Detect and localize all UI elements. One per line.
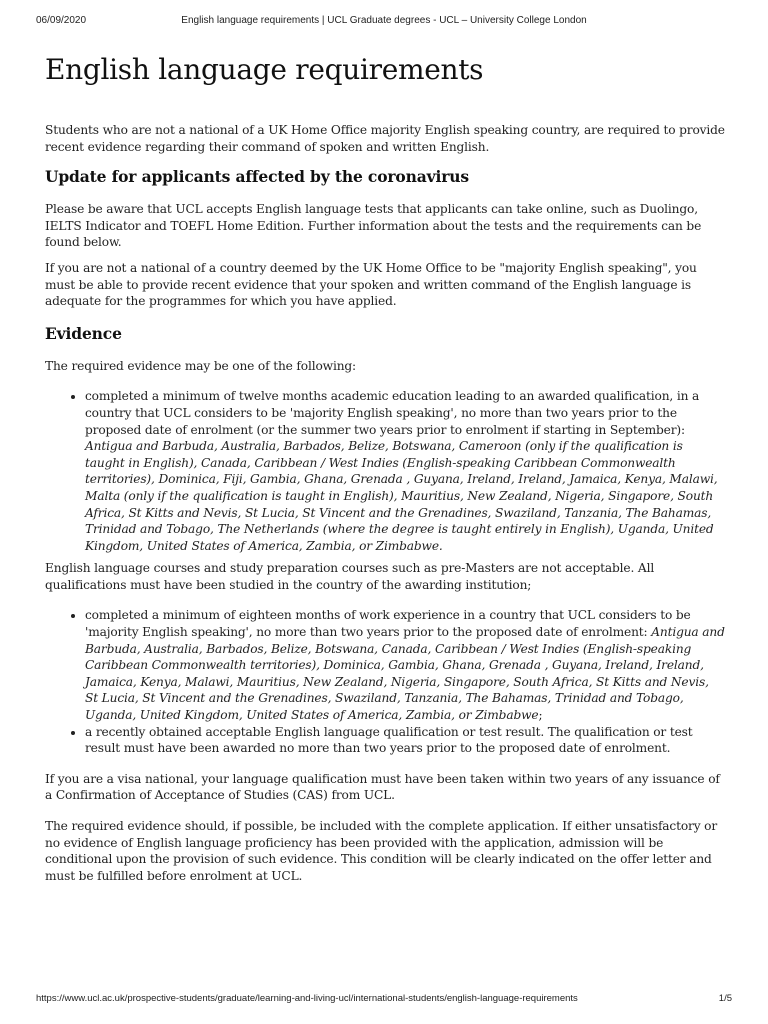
coronavirus-paragraph-2: If you are not a national of a country deemed by the UK Home Office to be "majority English speaking", you must be able to provide recent evidence that your spoken and written command of the English language is adequate for the programmes for which you have applied. <box>45 260 697 309</box>
print-header <box>36 15 732 29</box>
coronavirus-paragraph-1: Please be aware that UCL accepts English language tests that applicants can take online, such as Duolingo, IELTS Indicator and TOEFL Home Edition. Further information about the tests and the requirements can be found below. <box>45 202 702 250</box>
page-content <box>45 52 725 893</box>
list-item-text: completed a minimum of twelve months academic education leading to an awarded qualification, in a country that UCL considers to be 'majority English speaking', no more than two years prior to the proposed date of enrolment (or the summer two years prior to enrolment if starting in September): <box>85 389 700 437</box>
evidence-heading: Evidence <box>45 323 122 343</box>
country-list: Antigua and Barbuda, Australia, Barbados, Belize, Botswana, Canada, Caribbean / West Indies (English-speaking Caribbean Commonwealth territories), Dominica, Gambia, Ghana, Grenada , Guyana, Ireland, Ireland, Jamaica, Kenya, Malawi, Mauritius, New Zealand, Nigeria, Singapore, South Africa, St Kitts and Nevis, St Lucia, St Vincent and the Grenadines, Swaziland, Tanzania, The Bahamas, Trinidad and Tobago, Uganda, United Kingdom, United States of America, Zambia, or Zimbabwe <box>85 625 725 723</box>
list-item-text: completed a minimum of eighteen months of work experience in a country that UCL considers to be 'majority English speaking', no more than two years prior to the proposed date of enrolment: <box>85 608 691 640</box>
page-number: 1/5 <box>718 993 732 1004</box>
list-item-text: a recently obtained acceptable English language qualification or test result. The qualification or test result must have been awarded no more than two years prior to the proposed date of enrolment. <box>85 724 693 756</box>
page-title: English language requirements <box>45 53 484 86</box>
submission-note: The required evidence should, if possible, be included with the complete application. If either unsatisfactory or no evidence of English language proficiency has been provided with the application, admission will be conditional upon the provision of such evidence. This condition will be clearly indicated on the offer letter and must be fulfilled before enrolment at UCL. <box>45 819 718 883</box>
list-item <box>85 724 725 757</box>
page-url: https://www.ucl.ac.uk/prospective-students/graduate/learning-and-living-ucl/international-students/english-language-requirements <box>36 993 578 1004</box>
print-date: 06/09/2020 <box>36 15 87 26</box>
courses-note: English language courses and study preparation courses such as pre-Masters are not acceptable. All qualifications must have been studied in the country of the awarding institution; <box>45 561 655 592</box>
print-document-title: English language requirements | UCL Graduate degrees - UCL – University College London <box>181 15 587 26</box>
evidence-list-2 <box>45 607 725 756</box>
list-item <box>85 388 725 554</box>
country-list: Antigua and Barbuda, Australia, Barbados, Belize, Botswana, Cameroon (only if the qualification is taught in English), Canada, Caribbean / West Indies (English-speaking Caribbean Commonwealth territories), Dominica, Fiji, Gambia, Ghana, Grenada , Guyana, Ireland, Ireland, Jamaica, Kenya, Malawi, Malta (only if the qualification is taught in English), Mauritius, New Zealand, Nigeria, Singapore, South Africa, St Kitts and Nevis, St Lucia, St Vincent and the Grenadines, Swaziland, Tanzania, The Bahamas, Trinidad and Tobago, The Netherlands (where the degree is taught entirely in English), Uganda, United Kingdom, United States of America, Zambia, or Zimbabwe. <box>85 439 718 553</box>
print-footer <box>36 993 732 1007</box>
list-item-end: ; <box>538 708 543 723</box>
evidence-list-1 <box>45 388 725 554</box>
evidence-intro: The required evidence may be one of the following: <box>45 358 357 373</box>
coronavirus-heading: Update for applicants affected by the coronavirus <box>45 167 469 187</box>
intro-paragraph: Students who are not a national of a UK Home Office majority English speaking country, are required to provide recent evidence regarding their command of spoken and written English. <box>45 123 725 154</box>
list-item <box>85 607 725 723</box>
visa-note: If you are a visa national, your language qualification must have been taken within two years of any issuance of a Confirmation of Acceptance of Studies (CAS) from UCL. <box>45 771 720 803</box>
